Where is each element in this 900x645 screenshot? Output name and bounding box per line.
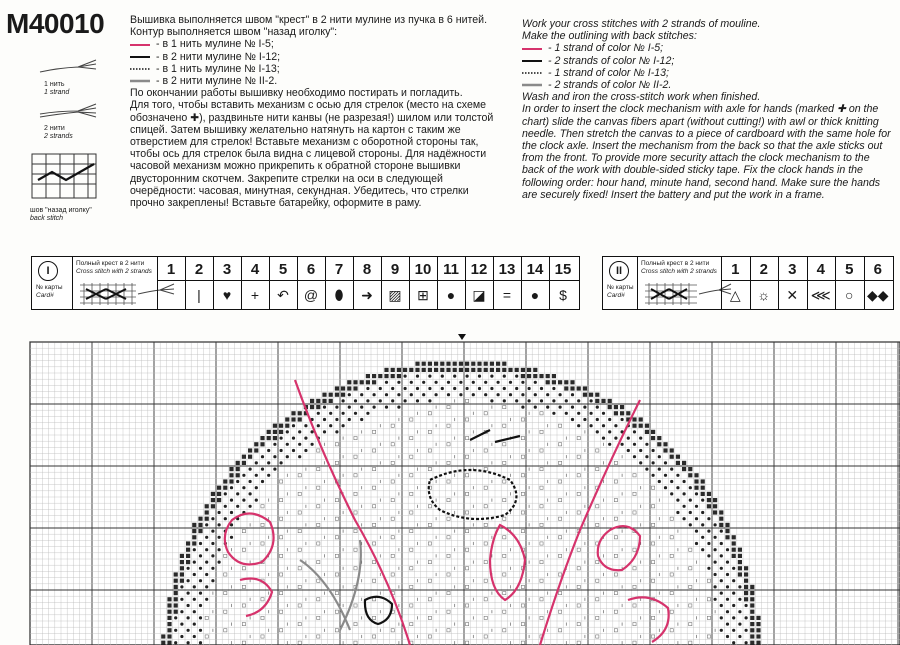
card-symbol: ➜ (361, 287, 373, 303)
stitch-sample-icon (641, 281, 733, 307)
card-color-number: 4 (816, 261, 825, 278)
card-symbol: ☼ (757, 287, 771, 303)
card-2-stitch-label: Полный крест в 2 нити Cross stitch with 2 strands (641, 260, 717, 275)
card-symbol: ● (530, 287, 540, 303)
card-symbol: $ (559, 287, 567, 303)
color-card-1 (31, 256, 580, 310)
en-body-line: from the front. To provide more security attach the clock mechanism to the (522, 152, 870, 165)
card-symbol: ✕ (786, 287, 799, 303)
card-color-number: 6 (873, 261, 882, 278)
card-color-number: 8 (362, 261, 372, 278)
card-symbol (157, 285, 185, 305)
en-legend-line: - 2 strands of color № II-2. (522, 79, 891, 91)
card-symbol: ⊞ (417, 287, 429, 303)
divider (157, 280, 579, 281)
grey-line-icon (130, 78, 152, 84)
ru-body-line: спицей. Затем вышивку желательно натянуть на картон с таким же (130, 123, 461, 136)
two-strands-illustration (38, 102, 118, 141)
chart-border (30, 342, 900, 645)
card-symbol: ⋘ (810, 287, 831, 303)
card-1-numeral: I (38, 261, 58, 281)
card-color-number: 13 (498, 261, 516, 278)
ru-body-line: очерёдности: часовая, минутная, секундная. Убедитесь, что стрелки (130, 184, 469, 197)
ru-body-line: По окончании работы вышивку необходимо постирать и погладить. (130, 87, 463, 100)
card-symbol: ● (446, 287, 456, 303)
card-symbol: @ (303, 287, 319, 303)
one-strand-label: 1 нить 1 strand (44, 81, 70, 96)
en-legend-line: - 1 strand of color № I-13; (522, 67, 891, 79)
card-color-number: 2 (759, 261, 768, 278)
divider (72, 257, 73, 309)
en-body-line: chart) slide the canvas fibers apart (without cutting!) with awl or thick knitting (522, 115, 879, 128)
divider (637, 257, 638, 309)
card-symbol: ▨ (388, 287, 402, 303)
ru-legend-line: - в 1 нить мулине № I-5; (130, 38, 493, 50)
en-body-line: the clock axle. Insert the mechanism from the back so that the axle sticks out (522, 140, 883, 153)
card-symbol: ♥ (222, 287, 232, 303)
ru-body-line: отверстием для стрелок! Вставьте механизм с оборотной стороны так, (130, 136, 479, 149)
center-marker-icon (458, 334, 466, 340)
card-symbol: ◆◆ (866, 287, 889, 303)
card-symbol: ⬮ (334, 287, 344, 303)
cross-stitch-chart (0, 330, 900, 645)
ru-intro-line: Контур выполняется швом "назад иголку": (130, 26, 338, 39)
black-line-icon (522, 58, 544, 64)
card-color-number: 11 (443, 261, 459, 278)
card-symbol: ◪ (472, 287, 486, 303)
en-body-line: In order to insert the clock mechanism with axle for hands (marked ✚ on the (522, 103, 879, 116)
en-legend-line: - 1 strand of color № I-5; (522, 42, 891, 54)
color-card-2 (602, 256, 894, 310)
ru-body-line: обозначено ✚), раздвиньте нити канвы (не разрезая!) шилом или толстой (130, 111, 494, 124)
ru-body-line: прочно закреплены! Вставьте батарейку, оформите в раму. (130, 197, 422, 210)
back-stitch-label: шов "назад иголку" back stitch (30, 207, 92, 222)
card-color-number: 6 (306, 261, 316, 278)
card-symbol: = (502, 287, 512, 303)
ru-legend-line: - в 2 нити мулине № I-12; (130, 51, 493, 63)
strand-icon (38, 58, 98, 76)
card-symbol: ○ (845, 287, 854, 303)
en-body-line: needle. Then stretch the canvas to a piece of cardboard with the same hole for (522, 127, 891, 140)
card-color-number: 5 (278, 261, 288, 278)
back-stitch-illustration (28, 150, 128, 223)
card-color-number: 2 (194, 261, 204, 278)
card-color-number: 4 (250, 261, 260, 278)
ru-legend-line: - в 1 нить мулине № I-13; (130, 63, 493, 75)
card-color-number: 3 (222, 261, 232, 278)
en-legend-line: - 2 strands of color № I-12; (522, 55, 891, 67)
card-color-number: 3 (788, 261, 797, 278)
ru-body-line: Для того, чтобы вставить механизм с осью для стрелок (место на схеме (130, 99, 487, 112)
grey-line-icon (522, 82, 544, 88)
pattern-code: M40010 (6, 8, 105, 39)
strand-icon (38, 102, 98, 120)
card-2-numeral: II (609, 261, 629, 281)
card-1-label: № карты Card# (36, 284, 63, 299)
ru-body-line: чтобы ось для стрелок была видна с лицевой стороны. Для надёжности (130, 148, 487, 161)
ru-body-line: двусторонним скотчем. Закрепите стрелки на оси в следующей (130, 172, 443, 185)
pink-line-icon (522, 46, 544, 52)
en-intro-line: Make the outlining with back stitches: (522, 30, 697, 43)
card-color-number: 15 (554, 261, 572, 278)
card-1-stitch-label: Полный крест в 2 нити Cross stitch with 2 strands (76, 260, 152, 275)
en-body-line: are securely fixed! Insert the battery and put the work in a frame. (522, 188, 825, 201)
card-color-number: 7 (334, 261, 344, 278)
russian-instructions (130, 14, 493, 209)
card-symbol: △ (729, 287, 741, 303)
en-intro-line: Work your cross stitches with 2 strands of mouline. (522, 18, 761, 30)
card-symbol: + (250, 287, 260, 303)
card-symbol: | (197, 287, 201, 303)
en-body-line: following order: hour hand, minute hand, second hand. Make sure the hands (522, 176, 881, 189)
card-color-number: 5 (845, 261, 854, 278)
en-body-line: back of the work with double-sided sticky tape. Fix the clock hands in the (522, 164, 863, 177)
ru-intro-line: Вышивка выполняется швом "крест" в 2 нити мулине из пучка в 6 нитей. (130, 14, 488, 26)
card-2-label: № карты Card# (607, 284, 634, 299)
black-line-icon (130, 54, 152, 60)
english-instructions (522, 18, 891, 201)
two-strands-label: 2 нити 2 strands (44, 125, 73, 140)
canvas-weave-icon (28, 150, 104, 202)
card-color-number: 1 (731, 261, 740, 278)
en-body-line: Wash and iron the cross-stitch work when finished. (522, 91, 761, 104)
ru-body-line: часовой механизм можно прикрепить к обратной стороне вышивки (130, 160, 461, 173)
ru-legend-line: - в 2 нити мулине № II-2. (130, 75, 493, 87)
card-symbol: ↶ (277, 287, 289, 303)
card-color-number: 14 (526, 261, 544, 278)
dotted-line-icon (130, 66, 152, 72)
one-strand-illustration (38, 58, 118, 97)
card-color-number: 9 (390, 261, 400, 278)
pink-line-icon (130, 42, 152, 48)
dotted-line-icon (522, 70, 544, 76)
card-color-number: 10 (414, 261, 432, 278)
card-color-number: 12 (470, 261, 488, 278)
card-color-number: 1 (166, 261, 176, 278)
